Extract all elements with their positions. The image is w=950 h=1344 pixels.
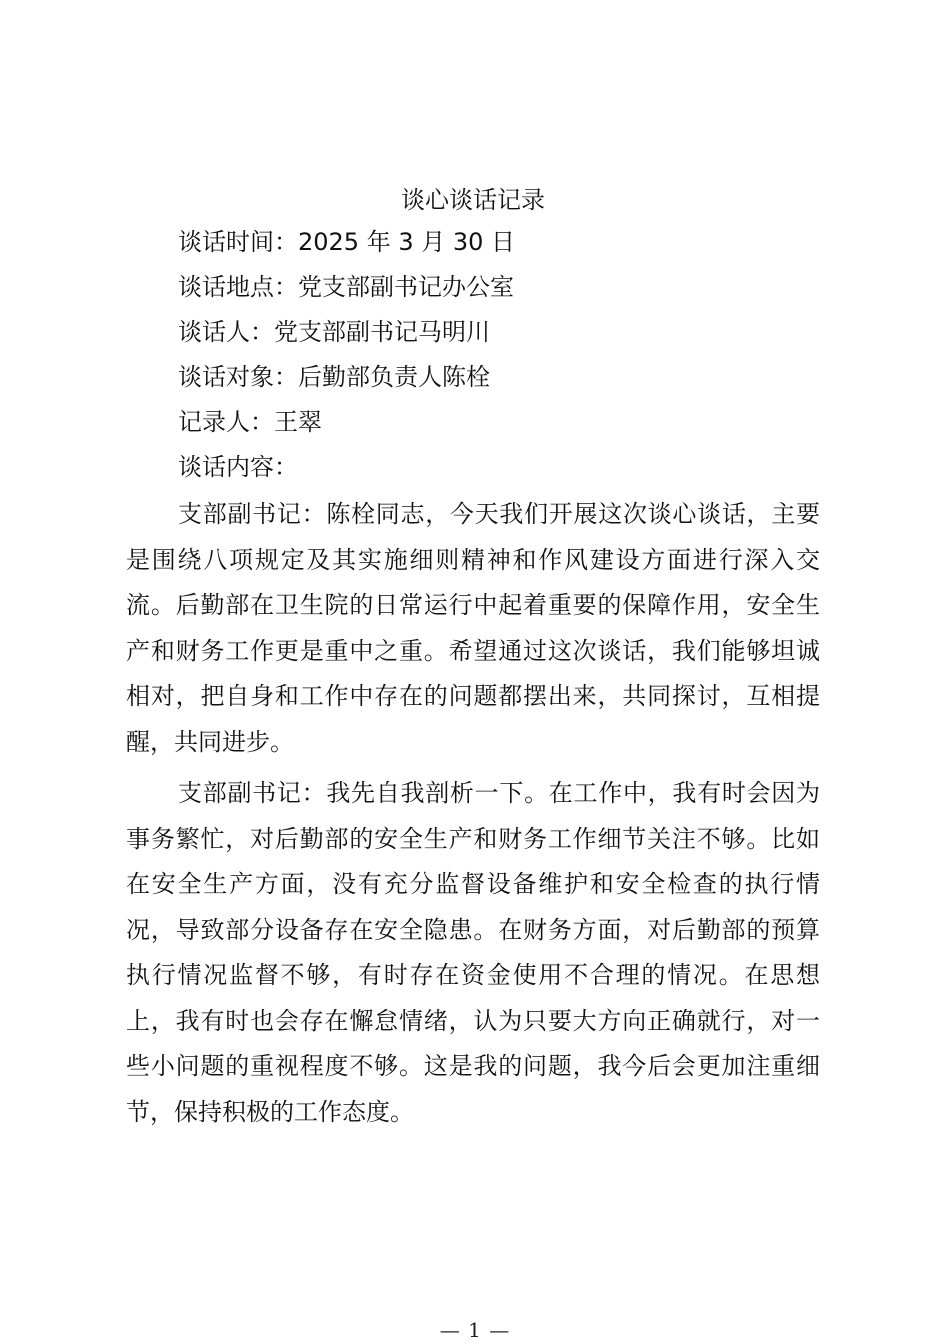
paragraph-1: 支部副书记：陈栓同志，今天我们开展这次谈心谈话，主要是围绕八项规定及其实施细则精神和作风建设方面进行深入交流。后勤部在卫生院的日常运行中起着重要的保障作用，安全生产和财务工作更是重中之重。希望通过这次谈话，我们能够坦诚相对，把自身和工作中存在的问题都摆出来，共同探讨，互相提醒，共同进步。 bbox=[126, 500, 820, 756]
meta-talk-content-label: 谈话内容： bbox=[178, 453, 298, 481]
document-title: 谈心谈话记录 bbox=[401, 186, 545, 214]
page-number: — 1 — bbox=[439, 1318, 511, 1342]
meta-talk-time: 谈话时间：2025 年 3 月 30 日 bbox=[178, 228, 516, 256]
meta-recorder: 记录人：王翠 bbox=[178, 408, 322, 436]
meta-talk-location: 谈话地点：党支部副书记办公室 bbox=[178, 273, 514, 301]
meta-talk-subject: 谈话对象：后勤部负责人陈栓 bbox=[178, 363, 490, 391]
meta-talker: 谈话人：党支部副书记马明川 bbox=[178, 318, 490, 346]
paragraph-2: 支部副书记：我先自我剖析一下。在工作中，我有时会因为事务繁忙，对后勤部的安全生产和财务工作细节关注不够。比如在安全生产方面，没有充分监督设备维护和安全检查的执行情况，导致部分设备存在安全隐患。在财务方面，对后勤部的预算执行情况监督不够，有时存在资金使用不合理的情况。在思想上，我有时也会存在懈怠情绪，认为只要大方向正确就行，对一些小问题的重视程度不够。这是我的问题，我今后会更加注重细节，保持积极的工作态度。 bbox=[126, 779, 820, 1126]
document-body bbox=[126, 180, 820, 1135]
